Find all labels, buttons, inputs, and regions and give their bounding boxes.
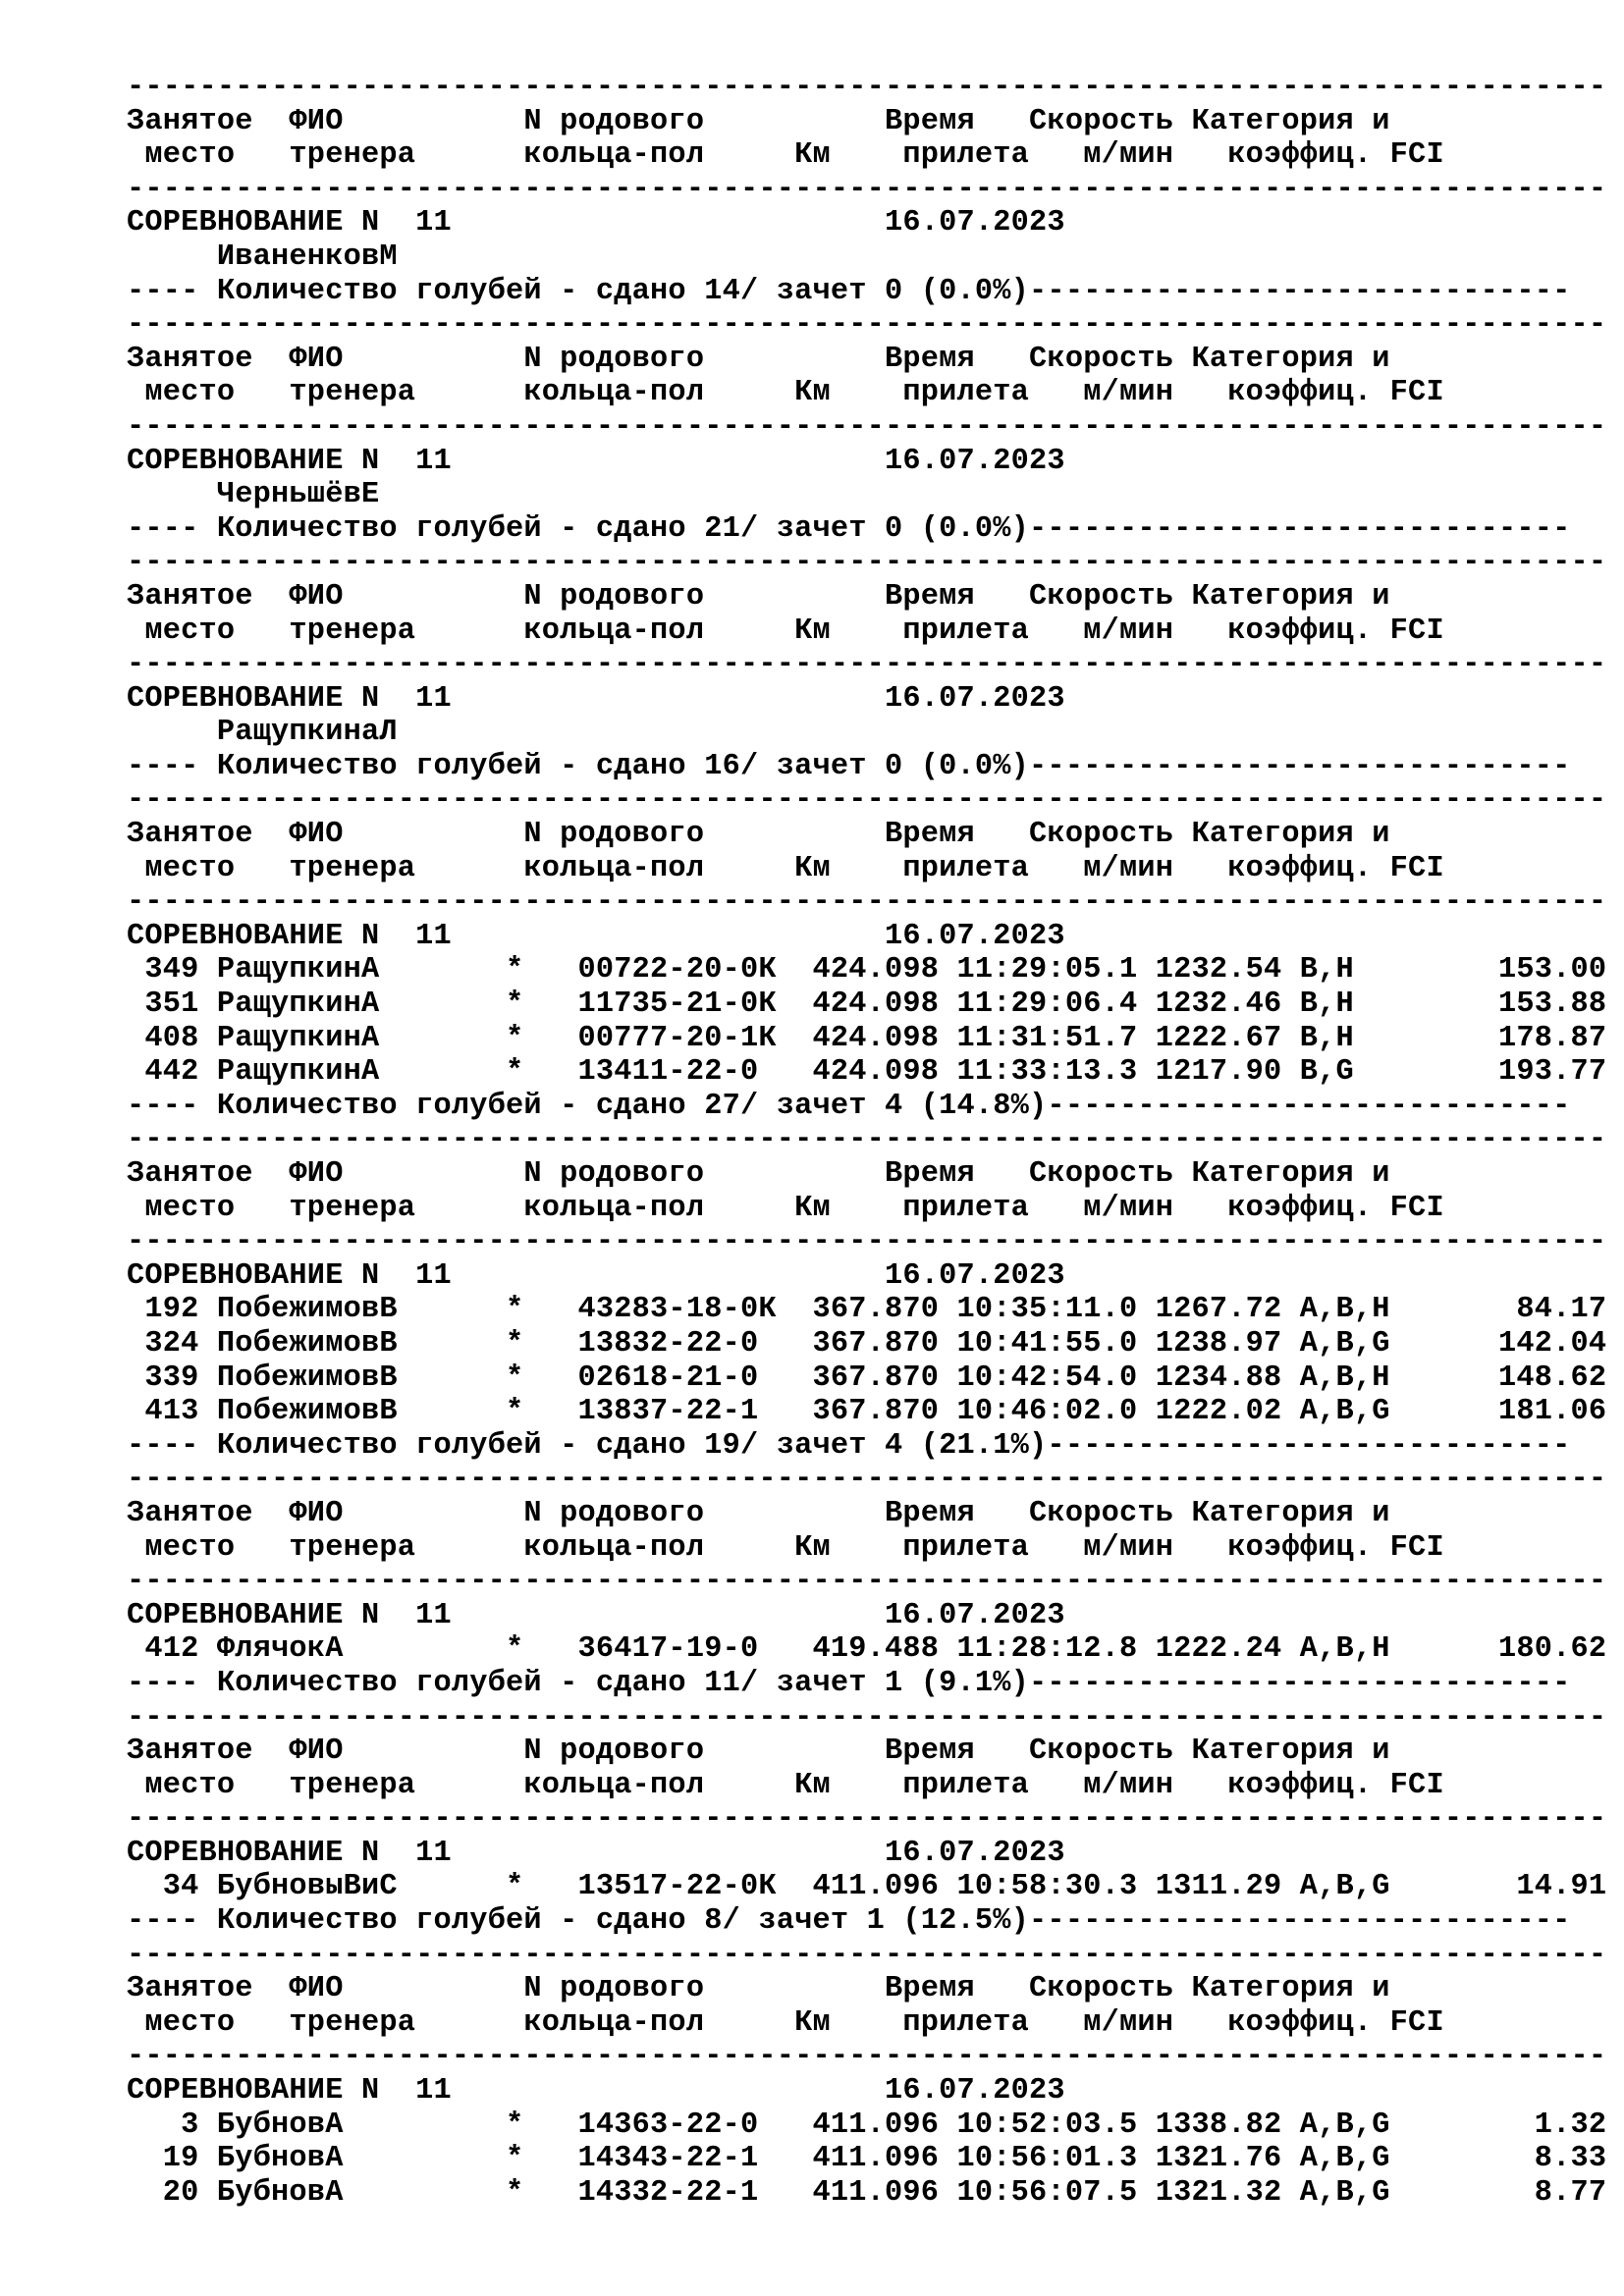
owner-name: ИваненковМ <box>127 240 398 274</box>
result-row: 20 БубновА * 14332-22-1 411.096 10:56:07.5 1321.32 A,B,G 8.77 <box>127 2175 1607 2210</box>
divider-line: ---------------------------------------------------------------------------------- <box>127 1802 1607 1837</box>
result-row: 339 ПобежимовВ * 02618-21-0 367.870 10:42:54.0 1234.88 A,B,H 148.62 <box>127 1361 1607 1395</box>
result-row: 442 РащупкинА * 13411-22-0 424.098 11:33:13.3 1217.90 B,G 193.77 <box>127 1055 1607 1090</box>
owner-name: ЧерньшёвЕ <box>127 478 380 512</box>
summary-line: ---- Количество голубей - сдано 14/ зачет 0 (0.0%)------------------------------ <box>127 274 1571 308</box>
competition-title: СОРЕВНОВАНИЕ N 11 16.07.2023 <box>127 1836 1065 1870</box>
divider-line: ---------------------------------------------------------------------------------- <box>127 1123 1607 1157</box>
result-row: 412 ФлячокА * 36417-19-0 419.488 11:28:12.8 1222.24 A,B,H 180.62 <box>127 1632 1607 1667</box>
column-header-line1: Занятое ФИО N родового Время Скорость Категория и <box>127 104 1390 138</box>
column-header-line1: Занятое ФИО N родового Время Скорость Категория и <box>127 818 1390 852</box>
divider-line: ---------------------------------------------------------------------------------- <box>127 71 1607 104</box>
result-row: 192 ПобежимовВ * 43283-18-0К 367.870 10:35:11.0 1267.72 A,B,H 84.17 <box>127 1293 1607 1327</box>
summary-line: ---- Количество голубей - сдано 27/ зачет 4 (14.8%)----------------------------- <box>127 1089 1571 1123</box>
column-header-line2: место тренера кольца-пол Км прилета м/мин коэффиц. FCI <box>127 138 1444 173</box>
summary-line: ---- Количество голубей - сдано 21/ зачет 0 (0.0%)------------------------------ <box>127 511 1571 546</box>
result-row: 324 ПобежимовВ * 13832-22-0 367.870 10:41:55.0 1238.97 A,B,G 142.04 <box>127 1326 1607 1361</box>
column-header-line1: Занятое ФИО N родового Время Скорость Категория и <box>127 342 1390 376</box>
divider-line: ---------------------------------------------------------------------------------- <box>127 1938 1607 1972</box>
divider-line: ---------------------------------------------------------------------------------- <box>127 885 1607 920</box>
result-row: 34 БубновыВиС * 13517-22-0К 411.096 10:58:30.3 1311.29 A,B,G 14.91 <box>127 1870 1607 1904</box>
divider-line: ---------------------------------------------------------------------------------- <box>127 648 1607 682</box>
divider-line: ---------------------------------------------------------------------------------- <box>127 172 1607 206</box>
column-header-line1: Занятое ФИО N родового Время Скорость Категория и <box>127 579 1390 614</box>
result-row: 413 ПобежимовВ * 13837-22-1 367.870 10:46:02.0 1222.02 A,B,G 181.06 <box>127 1395 1607 1429</box>
column-header-line2: место тренера кольца-пол Км прилета м/мин коэффиц. FCI <box>127 2005 1444 2040</box>
summary-line: ---- Количество голубей - сдано 11/ зачет 1 (9.1%)------------------------------ <box>127 1666 1571 1700</box>
divider-line: ---------------------------------------------------------------------------------- <box>127 2040 1607 2074</box>
competition-title: СОРЕВНОВАНИЕ N 11 16.07.2023 <box>127 919 1065 953</box>
column-header-line2: место тренера кольца-пол Км прилета м/мин коэффиц. FCI <box>127 1768 1444 1802</box>
competition-title: СОРЕВНОВАНИЕ N 11 16.07.2023 <box>127 2074 1065 2109</box>
column-header-line1: Занятое ФИО N родового Время Скорость Категория и <box>127 1496 1390 1530</box>
column-header-line2: место тренера кольца-пол Км прилета м/мин коэффиц. FCI <box>127 376 1444 410</box>
competition-title: СОРЕВНОВАНИЕ N 11 16.07.2023 <box>127 681 1065 716</box>
column-header-line2: место тренера кольца-пол Км прилета м/мин коэффиц. FCI <box>127 614 1444 648</box>
summary-line: ---- Количество голубей - сдано 8/ зачет 1 (12.5%)------------------------------ <box>127 1904 1571 1939</box>
result-row: 19 БубновА * 14343-22-1 411.096 10:56:01.3 1321.76 A,B,G 8.33 <box>127 2142 1607 2176</box>
divider-line: ---------------------------------------------------------------------------------- <box>127 1463 1607 1497</box>
result-row: 408 РащупкинА * 00777-20-1К 424.098 11:31:51.7 1222.67 B,H 178.87 <box>127 1021 1607 1055</box>
summary-line: ---- Количество голубей - сдано 16/ зачет 0 (0.0%)------------------------------ <box>127 749 1571 783</box>
result-row: 349 РащупкинА * 00722-20-0К 424.098 11:29:05.1 1232.54 B,H 153.00 <box>127 953 1607 988</box>
competition-title: СОРЕВНОВАНИЕ N 11 16.07.2023 <box>127 1258 1065 1293</box>
owner-name: РащупкинаЛ <box>127 716 398 750</box>
divider-line: ---------------------------------------------------------------------------------- <box>127 1225 1607 1259</box>
divider-line: ---------------------------------------------------------------------------------- <box>127 783 1607 818</box>
summary-line: ---- Количество голубей - сдано 19/ зачет 4 (21.1%)----------------------------- <box>127 1428 1571 1463</box>
competition-title: СОРЕВНОВАНИЕ N 11 16.07.2023 <box>127 206 1065 240</box>
competition-title: СОРЕВНОВАНИЕ N 11 16.07.2023 <box>127 1598 1065 1632</box>
divider-line: ---------------------------------------------------------------------------------- <box>127 308 1607 343</box>
results-report <box>127 71 1606 2210</box>
column-header-line1: Занятое ФИО N родового Время Скорость Категория и <box>127 1735 1390 1769</box>
column-header-line1: Занятое ФИО N родового Время Скорость Категория и <box>127 1972 1390 2006</box>
column-header-line2: место тренера кольца-пол Км прилета м/мин коэффиц. FCI <box>127 1191 1444 1225</box>
result-row: 351 РащупкинА * 11735-21-0К 424.098 11:29:06.4 1232.46 B,H 153.88 <box>127 988 1607 1022</box>
column-header-line2: место тренера кольца-пол Км прилета м/мин коэффиц. FCI <box>127 851 1444 885</box>
divider-line: ---------------------------------------------------------------------------------- <box>127 409 1607 444</box>
divider-line: ---------------------------------------------------------------------------------- <box>127 1700 1607 1735</box>
result-row: 3 БубновА * 14363-22-0 411.096 10:52:03.5 1338.82 A,B,G 1.32 <box>127 2108 1607 2142</box>
column-header-line2: место тренера кольца-пол Км прилета м/мин коэффиц. FCI <box>127 1530 1444 1565</box>
column-header-line1: Занятое ФИО N родового Время Скорость Категория и <box>127 1157 1390 1191</box>
divider-line: ---------------------------------------------------------------------------------- <box>127 546 1607 580</box>
divider-line: ---------------------------------------------------------------------------------- <box>127 1565 1607 1599</box>
competition-title: СОРЕВНОВАНИЕ N 11 16.07.2023 <box>127 444 1065 478</box>
